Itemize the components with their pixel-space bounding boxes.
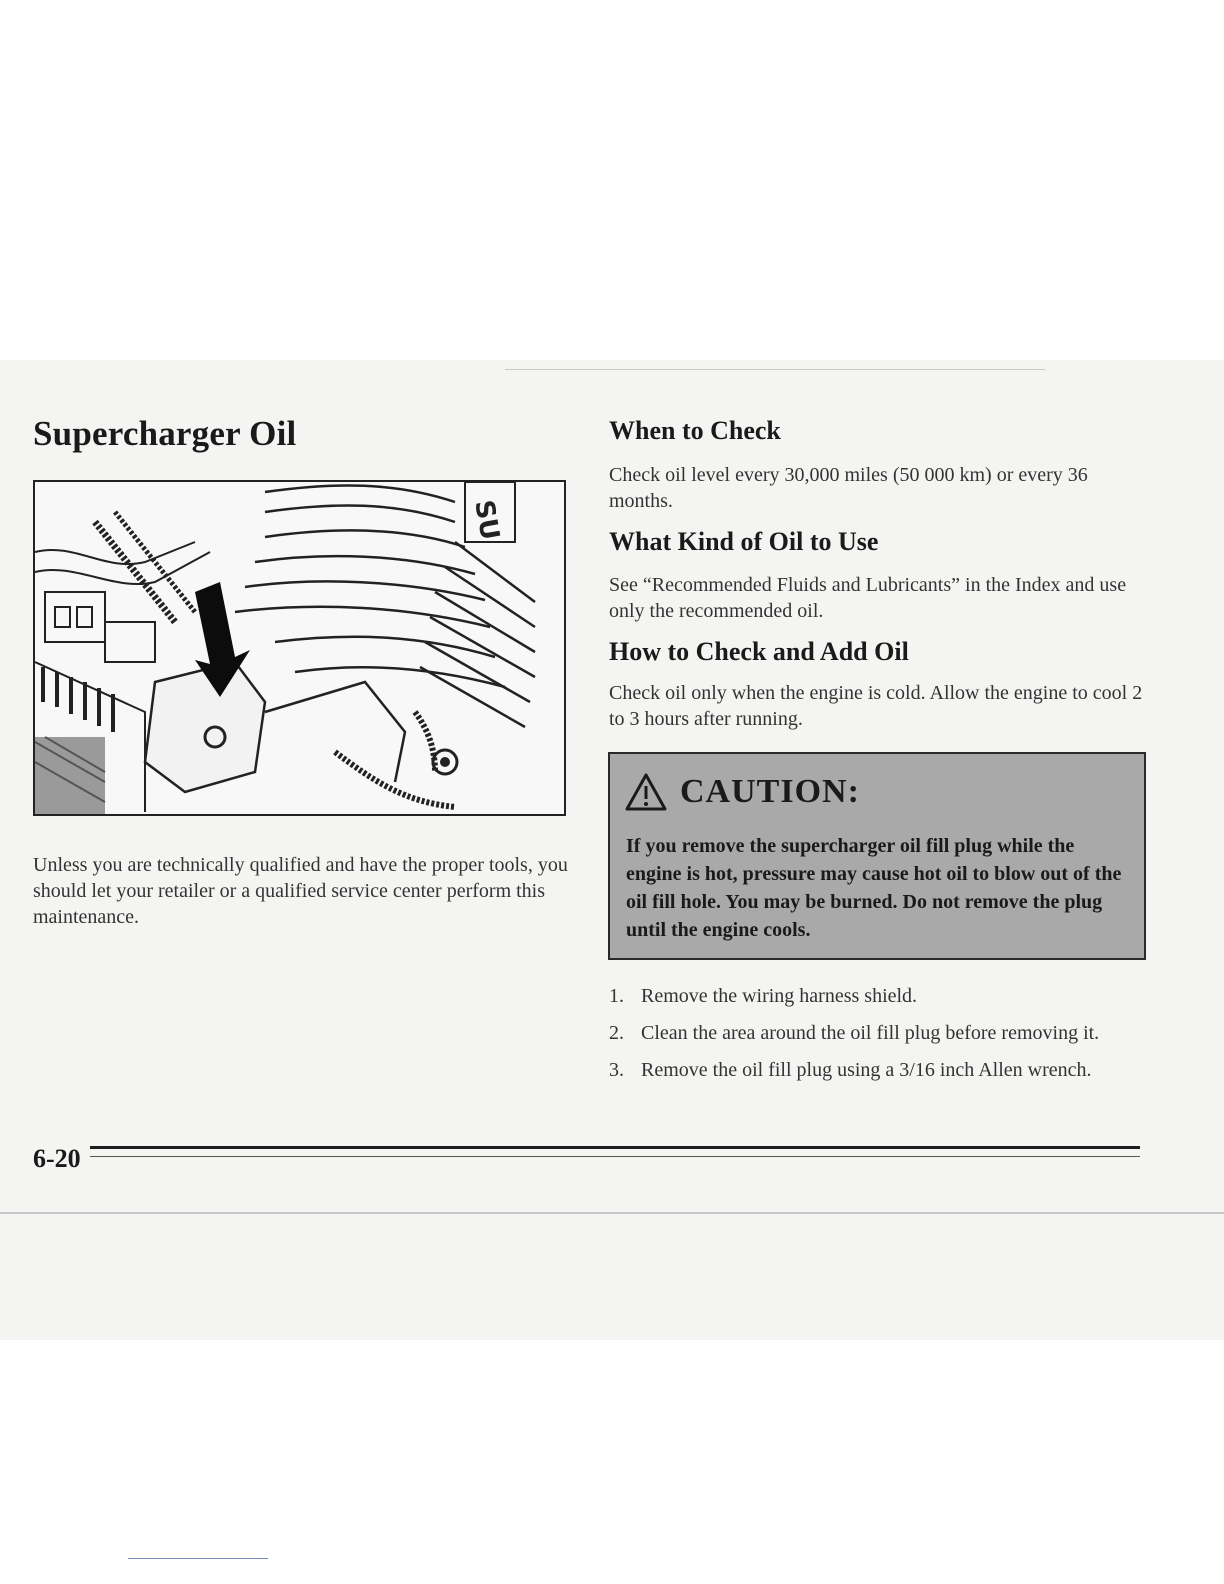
caution-header	[624, 772, 860, 812]
caution-title: CAUTION:	[680, 773, 860, 810]
oil-type-body: See “Recommended Fluids and Lubricants” in the Index and use only the recommended oil.	[609, 574, 1127, 622]
step-text: Clean the area around the oil fill plug before removing it.	[641, 1022, 1100, 1044]
list-item	[609, 1019, 1129, 1047]
top-scan-line	[505, 369, 1045, 370]
figure-label-fragment: SU	[468, 497, 505, 543]
procedure-steps	[609, 982, 1129, 1093]
page-number: 6-20	[33, 1144, 81, 1173]
warning-triangle-icon	[624, 772, 668, 812]
step-number: 1.	[609, 985, 624, 1007]
footer-rule	[90, 1146, 1140, 1149]
footer-rule-thin	[90, 1156, 1140, 1157]
check-add-oil-heading: How to Check and Add Oil	[609, 637, 909, 666]
bottom-scan-line	[0, 1212, 1224, 1214]
list-item	[609, 982, 1129, 1010]
when-to-check-heading: When to Check	[609, 416, 781, 445]
step-text: Remove the wiring harness shield.	[641, 985, 918, 1007]
step-text: Remove the oil fill plug using a 3/16 inch Allen wrench.	[641, 1059, 1092, 1081]
oil-type-heading: What Kind of Oil to Use	[609, 527, 879, 556]
caution-text: If you remove the supercharger oil fill plug while the engine is hot, pressure may cause hot oil to blow out of the oil fill hole. You may be burned. Do not remove the plug until the engine cools.	[626, 835, 1122, 941]
list-item	[609, 1056, 1129, 1084]
caution-box	[608, 752, 1146, 960]
when-to-check-body: Check oil level every 30,000 miles (50 000 km) or every 36 months.	[609, 464, 1088, 512]
page-title: Supercharger Oil	[33, 414, 297, 453]
engine-illustration	[35, 482, 564, 814]
check-add-oil-body: Check oil only when the engine is cold. Allow the engine to cool 2 to 3 hours after running.	[609, 682, 1143, 730]
maintenance-note: Unless you are technically qualified and have the proper tools, you should let your retailer or a qualified service center perform this maintenance.	[33, 854, 568, 928]
step-number: 3.	[609, 1059, 624, 1081]
supercharger-engine-figure	[33, 480, 566, 816]
step-number: 2.	[609, 1022, 624, 1044]
bottom-stray-line	[128, 1558, 268, 1559]
